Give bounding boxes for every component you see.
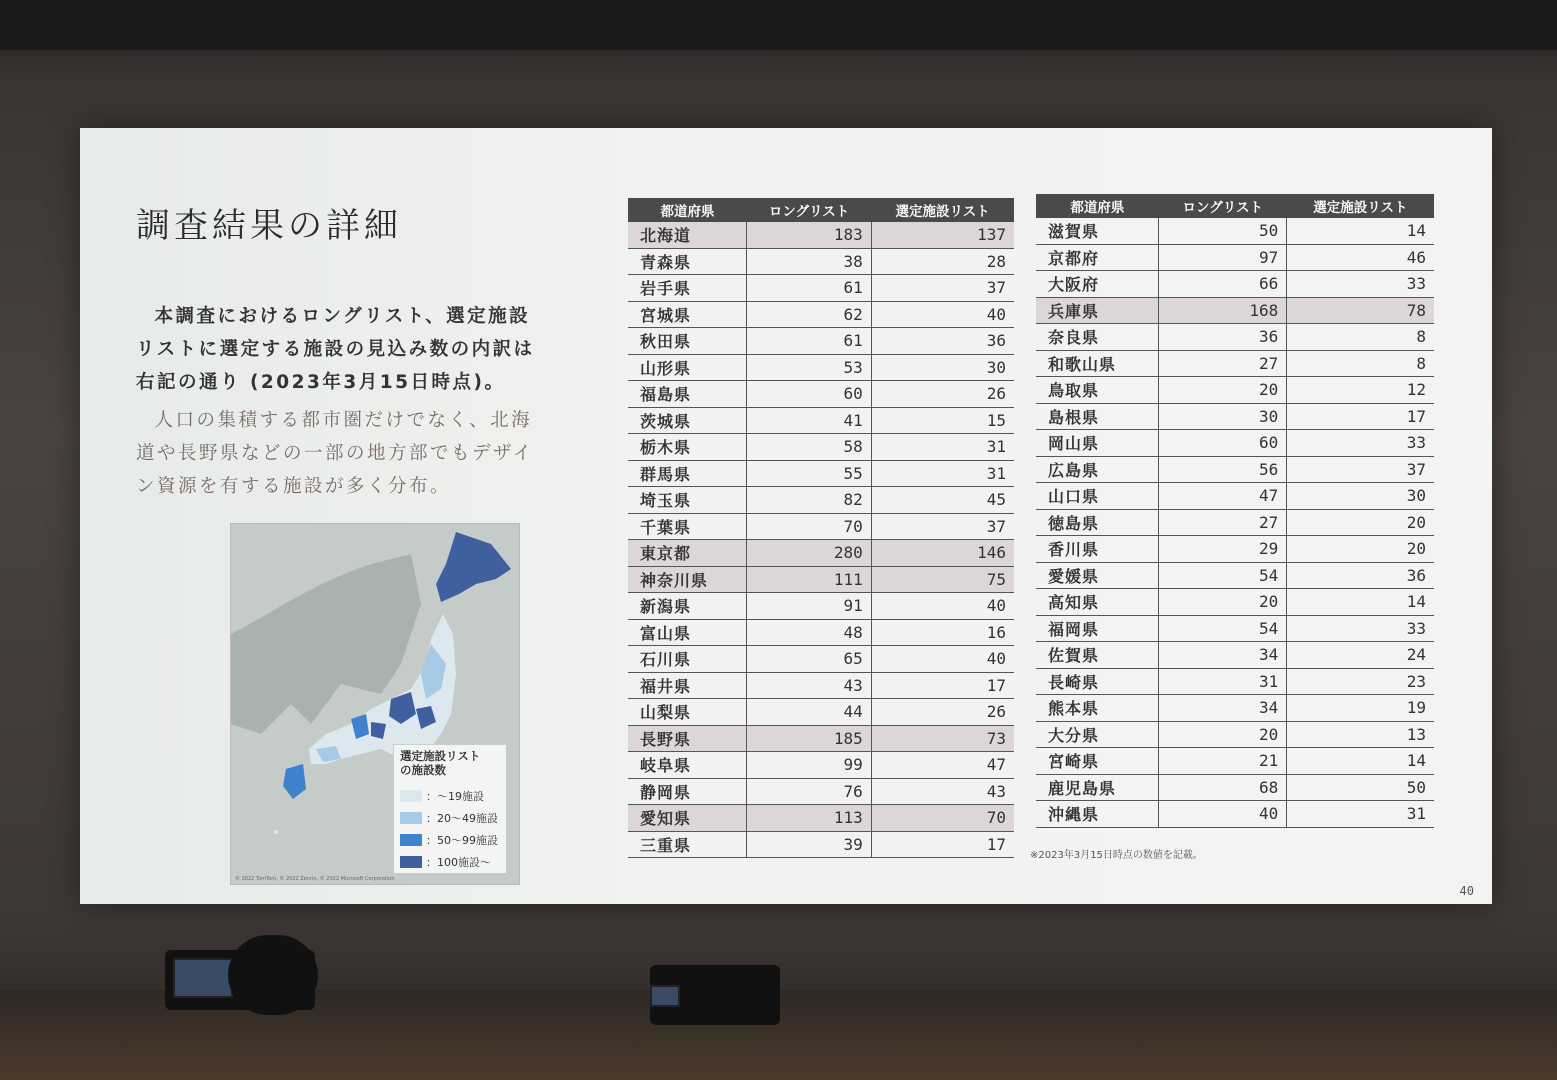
- prefecture-name: 長崎県: [1036, 668, 1159, 695]
- selected-count: 36: [871, 328, 1014, 355]
- longlist-count: 183: [747, 222, 871, 248]
- longlist-count: 280: [747, 540, 871, 567]
- table-row: [628, 566, 1014, 593]
- table-row: [1036, 297, 1434, 324]
- table-row: [1036, 774, 1434, 801]
- prefecture-name: 佐賀県: [1036, 642, 1159, 669]
- prefecture-name: 群馬県: [628, 460, 747, 487]
- prefecture-name: 富山県: [628, 619, 747, 646]
- legend-swatch: [400, 856, 422, 868]
- page-number: 40: [1459, 884, 1474, 898]
- selected-count: 37: [871, 275, 1014, 302]
- table-row: [628, 672, 1014, 699]
- table-row: [1036, 350, 1434, 377]
- table-row: [628, 513, 1014, 540]
- prefecture-name: 香川県: [1036, 536, 1159, 563]
- table-row: [1036, 801, 1434, 828]
- table-row: [628, 778, 1014, 805]
- table-row: [1036, 483, 1434, 510]
- table-row: [1036, 642, 1434, 669]
- longlist-count: 65: [747, 646, 871, 673]
- prefecture-name: 埼玉県: [628, 487, 747, 514]
- prefecture-name: 静岡県: [628, 778, 747, 805]
- map-credit: © 2022 TomTom, © 2022 Zenrin, © 2022 Microsoft Corporation: [235, 876, 395, 882]
- header-prefecture: 都道府県: [1036, 194, 1159, 218]
- slide-paragraph-1: 本調査におけるロングリスト、選定施設リストに選定する施設の見込み数の内訳は右記の通り (2023年3月15日時点)。: [136, 306, 535, 393]
- prefecture-table-right: [1036, 194, 1434, 828]
- prefecture-name: 栃木県: [628, 434, 747, 461]
- legend-row: [400, 851, 500, 873]
- table-row: [1036, 456, 1434, 483]
- prefecture-name: 島根県: [1036, 403, 1159, 430]
- prefecture-name: 北海道: [628, 222, 747, 248]
- longlist-count: 47: [1159, 483, 1287, 510]
- longlist-count: 50: [1159, 218, 1287, 244]
- selected-count: 17: [1287, 403, 1434, 430]
- prefecture-name: 京都府: [1036, 244, 1159, 271]
- table-row: [628, 381, 1014, 408]
- selected-count: 14: [1287, 218, 1434, 244]
- table-row: [628, 646, 1014, 673]
- room-ceiling: [0, 0, 1557, 50]
- table-row: [628, 752, 1014, 779]
- longlist-count: 48: [747, 619, 871, 646]
- selected-count: 40: [871, 593, 1014, 620]
- longlist-count: 68: [1159, 774, 1287, 801]
- prefecture-name: 山口県: [1036, 483, 1159, 510]
- longlist-count: 61: [747, 275, 871, 302]
- prefecture-name: 福井県: [628, 672, 747, 699]
- table-row: [1036, 403, 1434, 430]
- longlist-count: 54: [1159, 615, 1287, 642]
- longlist-count: 58: [747, 434, 871, 461]
- selected-count: 78: [1287, 297, 1434, 324]
- prefecture-name: 鳥取県: [1036, 377, 1159, 404]
- table-row: [1036, 244, 1434, 271]
- legend-label: ：50～99施設: [426, 834, 498, 847]
- selected-count: 50: [1287, 774, 1434, 801]
- longlist-count: 91: [747, 593, 871, 620]
- longlist-count: 53: [747, 354, 871, 381]
- selected-count: 31: [1287, 801, 1434, 828]
- legend-row: [400, 785, 500, 807]
- header-prefecture: 都道府県: [628, 198, 747, 222]
- header-selected: 選定施設リスト: [871, 198, 1014, 222]
- table-row: [628, 725, 1014, 752]
- prefecture-name: 広島県: [1036, 456, 1159, 483]
- table-header-row: [628, 198, 1014, 222]
- legend-label: ：20～49施設: [426, 812, 498, 825]
- longlist-count: 70: [747, 513, 871, 540]
- table-row: [1036, 748, 1434, 775]
- table-row: [628, 222, 1014, 248]
- prefecture-name: 秋田県: [628, 328, 747, 355]
- selected-count: 20: [1287, 509, 1434, 536]
- selected-count: 47: [871, 752, 1014, 779]
- selected-count: 13: [1287, 721, 1434, 748]
- slide-paragraph-2: 人口の集積する都市圏だけでなく、北海道や長野県などの一部の地方部でもデザイン資源を有する施設が多く分布。: [136, 410, 534, 497]
- table-row: [1036, 562, 1434, 589]
- table-row: [628, 487, 1014, 514]
- selected-count: 37: [871, 513, 1014, 540]
- table-row: [1036, 324, 1434, 351]
- prefecture-name: 大分県: [1036, 721, 1159, 748]
- selected-count: 75: [871, 566, 1014, 593]
- camera-right: [650, 965, 780, 1025]
- prefecture-name: 福岡県: [1036, 615, 1159, 642]
- prefecture-name: 和歌山県: [1036, 350, 1159, 377]
- prefecture-name: 千葉県: [628, 513, 747, 540]
- table-header-row: [1036, 194, 1434, 218]
- legend-swatch: [400, 812, 422, 824]
- longlist-count: 113: [747, 805, 871, 832]
- table-row: [1036, 377, 1434, 404]
- selected-count: 20: [1287, 536, 1434, 563]
- selected-count: 24: [1287, 642, 1434, 669]
- selected-count: 33: [1287, 615, 1434, 642]
- longlist-count: 20: [1159, 721, 1287, 748]
- selected-count: 14: [1287, 748, 1434, 775]
- slide-title: 調査結果の詳細: [136, 206, 402, 246]
- header-selected: 選定施設リスト: [1287, 194, 1434, 218]
- longlist-count: 20: [1159, 589, 1287, 616]
- selected-count: 14: [1287, 589, 1434, 616]
- table-row: [628, 434, 1014, 461]
- prefecture-table-left: [628, 198, 1014, 858]
- selected-count: 26: [871, 699, 1014, 726]
- selected-count: 12: [1287, 377, 1434, 404]
- prefecture-name: 岡山県: [1036, 430, 1159, 457]
- table-row: [628, 460, 1014, 487]
- prefecture-name: 熊本県: [1036, 695, 1159, 722]
- selected-count: 137: [871, 222, 1014, 248]
- table-row: [1036, 668, 1434, 695]
- prefecture-name: 滋賀県: [1036, 218, 1159, 244]
- footnote: ※2023年3月15日時点の数値を記載。: [1030, 850, 1203, 861]
- table-row: [1036, 430, 1434, 457]
- legend-swatch: [400, 790, 422, 802]
- legend-swatch: [400, 834, 422, 846]
- table-row: [628, 407, 1014, 434]
- table-row: [628, 301, 1014, 328]
- table-row: [628, 354, 1014, 381]
- selected-count: 30: [871, 354, 1014, 381]
- table-row: [1036, 218, 1434, 244]
- prefecture-name: 新潟県: [628, 593, 747, 620]
- selected-count: 36: [1287, 562, 1434, 589]
- longlist-count: 29: [1159, 536, 1287, 563]
- header-longlist: ロングリスト: [1159, 194, 1287, 218]
- header-longlist: ロングリスト: [747, 198, 871, 222]
- longlist-count: 30: [1159, 403, 1287, 430]
- map-legend: [393, 744, 507, 874]
- table-row: [1036, 271, 1434, 298]
- table-row: [1036, 509, 1434, 536]
- table-row: [1036, 615, 1434, 642]
- longlist-count: 44: [747, 699, 871, 726]
- longlist-count: 43: [747, 672, 871, 699]
- selected-count: 33: [1287, 430, 1434, 457]
- table-row: [628, 275, 1014, 302]
- selected-count: 146: [871, 540, 1014, 567]
- legend-label: ：100施設～: [426, 856, 491, 869]
- prefecture-name: 鹿児島県: [1036, 774, 1159, 801]
- selected-count: 16: [871, 619, 1014, 646]
- longlist-count: 27: [1159, 350, 1287, 377]
- longlist-count: 27: [1159, 509, 1287, 536]
- longlist-count: 61: [747, 328, 871, 355]
- selected-count: 23: [1287, 668, 1434, 695]
- longlist-count: 34: [1159, 695, 1287, 722]
- selected-count: 45: [871, 487, 1014, 514]
- longlist-count: 62: [747, 301, 871, 328]
- prefecture-name: 愛媛県: [1036, 562, 1159, 589]
- prefecture-name: 沖縄県: [1036, 801, 1159, 828]
- prefecture-name: 福島県: [628, 381, 747, 408]
- prefecture-name: 茨城県: [628, 407, 747, 434]
- longlist-count: 34: [1159, 642, 1287, 669]
- table-row: [628, 831, 1014, 858]
- prefecture-name: 神奈川県: [628, 566, 747, 593]
- longlist-count: 66: [1159, 271, 1287, 298]
- camera-display: [650, 985, 680, 1007]
- selected-count: 73: [871, 725, 1014, 752]
- selected-count: 28: [871, 248, 1014, 275]
- longlist-count: 40: [1159, 801, 1287, 828]
- prefecture-name: 高知県: [1036, 589, 1159, 616]
- table-row: [1036, 695, 1434, 722]
- prefecture-name: 兵庫県: [1036, 297, 1159, 324]
- legend-row: [400, 829, 500, 851]
- table-row: [628, 248, 1014, 275]
- prefecture-name: 徳島県: [1036, 509, 1159, 536]
- selected-count: 26: [871, 381, 1014, 408]
- prefecture-name: 岐阜県: [628, 752, 747, 779]
- prefecture-name: 東京都: [628, 540, 747, 567]
- prefecture-name: 大阪府: [1036, 271, 1159, 298]
- camera-body-left: [228, 935, 318, 1015]
- longlist-count: 21: [1159, 748, 1287, 775]
- prefecture-name: 山梨県: [628, 699, 747, 726]
- prefecture-name: 石川県: [628, 646, 747, 673]
- longlist-count: 76: [747, 778, 871, 805]
- prefecture-name: 山形県: [628, 354, 747, 381]
- longlist-count: 54: [1159, 562, 1287, 589]
- selected-count: 40: [871, 301, 1014, 328]
- prefecture-name: 三重県: [628, 831, 747, 858]
- legend-label: ：～19施設: [426, 790, 484, 803]
- longlist-count: 99: [747, 752, 871, 779]
- longlist-count: 60: [747, 381, 871, 408]
- selected-count: 30: [1287, 483, 1434, 510]
- table-row: [1036, 721, 1434, 748]
- longlist-count: 111: [747, 566, 871, 593]
- okinawa-dot: [274, 830, 278, 834]
- longlist-count: 31: [1159, 668, 1287, 695]
- prefecture-name: 奈良県: [1036, 324, 1159, 351]
- longlist-count: 185: [747, 725, 871, 752]
- selected-count: 31: [871, 434, 1014, 461]
- legend-title: 選定施設リスト の施設数: [400, 749, 481, 777]
- selected-count: 17: [871, 831, 1014, 858]
- selected-count: 8: [1287, 350, 1434, 377]
- selected-count: 46: [1287, 244, 1434, 271]
- longlist-count: 60: [1159, 430, 1287, 457]
- longlist-count: 39: [747, 831, 871, 858]
- longlist-count: 36: [1159, 324, 1287, 351]
- table-row: [628, 593, 1014, 620]
- selected-count: 40: [871, 646, 1014, 673]
- longlist-count: 20: [1159, 377, 1287, 404]
- selected-count: 43: [871, 778, 1014, 805]
- table-body-right: [1036, 218, 1434, 827]
- selected-count: 8: [1287, 324, 1434, 351]
- longlist-count: 82: [747, 487, 871, 514]
- longlist-count: 55: [747, 460, 871, 487]
- selected-count: 70: [871, 805, 1014, 832]
- table-body-left: [628, 222, 1014, 858]
- table-row: [1036, 536, 1434, 563]
- selected-count: 33: [1287, 271, 1434, 298]
- selected-count: 17: [871, 672, 1014, 699]
- prefecture-name: 岩手県: [628, 275, 747, 302]
- prefecture-name: 宮崎県: [1036, 748, 1159, 775]
- table-row: [628, 619, 1014, 646]
- table-row: [1036, 589, 1434, 616]
- longlist-count: 97: [1159, 244, 1287, 271]
- table-row: [628, 805, 1014, 832]
- selected-count: 37: [1287, 456, 1434, 483]
- prefecture-name: 長野県: [628, 725, 747, 752]
- selected-count: 15: [871, 407, 1014, 434]
- table-row: [628, 540, 1014, 567]
- table-row: [628, 699, 1014, 726]
- selected-count: 31: [871, 460, 1014, 487]
- selected-count: 19: [1287, 695, 1434, 722]
- prefecture-name: 青森県: [628, 248, 747, 275]
- prefecture-name: 宮城県: [628, 301, 747, 328]
- longlist-count: 168: [1159, 297, 1287, 324]
- camera-display: [173, 958, 233, 998]
- longlist-count: 38: [747, 248, 871, 275]
- longlist-count: 41: [747, 407, 871, 434]
- prefecture-name: 愛知県: [628, 805, 747, 832]
- longlist-count: 56: [1159, 456, 1287, 483]
- projection-screen: [80, 128, 1492, 904]
- table-row: [628, 328, 1014, 355]
- japan-map: [230, 523, 520, 885]
- legend-row: [400, 807, 500, 829]
